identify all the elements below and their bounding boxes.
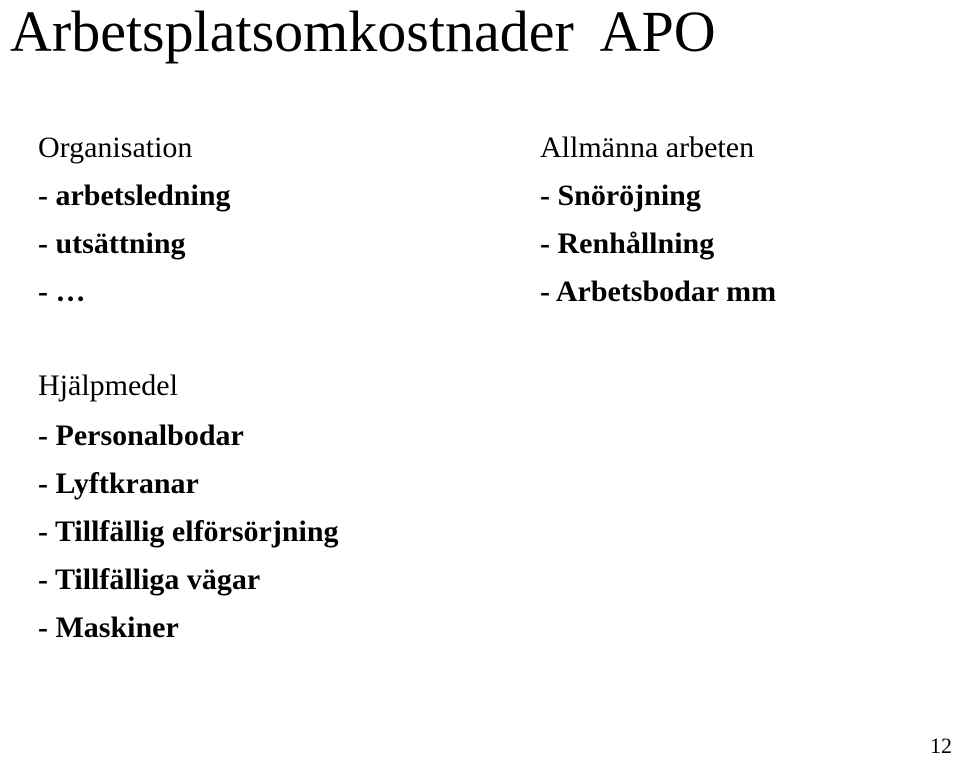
list-item: - Lyftkranar bbox=[38, 467, 199, 500]
list-item: - Renhållning bbox=[540, 227, 715, 260]
list-item: - Maskiner bbox=[38, 611, 179, 644]
allmanna-arbeten-heading: Allmänna arbeten bbox=[540, 131, 755, 164]
hjalpmedel-list bbox=[38, 412, 339, 652]
list-item: - arbetsledning bbox=[38, 179, 231, 212]
list-item: - … bbox=[38, 275, 86, 308]
slide-title: Arbetsplatsomkostnader APO bbox=[10, 0, 716, 64]
organisation-heading: Organisation bbox=[38, 131, 193, 164]
list-item: - Personalbodar bbox=[38, 419, 244, 452]
organisation-block bbox=[38, 124, 231, 316]
list-item: - Snöröjning bbox=[540, 179, 701, 212]
allmanna-arbeten-list bbox=[540, 172, 776, 316]
hjalpmedel-heading: Hjälpmedel bbox=[38, 369, 178, 402]
list-item: - Arbetsbodar mm bbox=[540, 275, 777, 308]
list-item: - Tillfällig elförsörjning bbox=[38, 515, 339, 548]
list-item: - Tillfälliga vägar bbox=[38, 563, 261, 596]
hjalpmedel-block bbox=[38, 362, 339, 652]
list-item: - utsättning bbox=[38, 227, 186, 260]
page-number: 12 bbox=[930, 733, 952, 758]
allmanna-arbeten-block bbox=[540, 124, 776, 316]
organisation-list bbox=[38, 172, 231, 316]
